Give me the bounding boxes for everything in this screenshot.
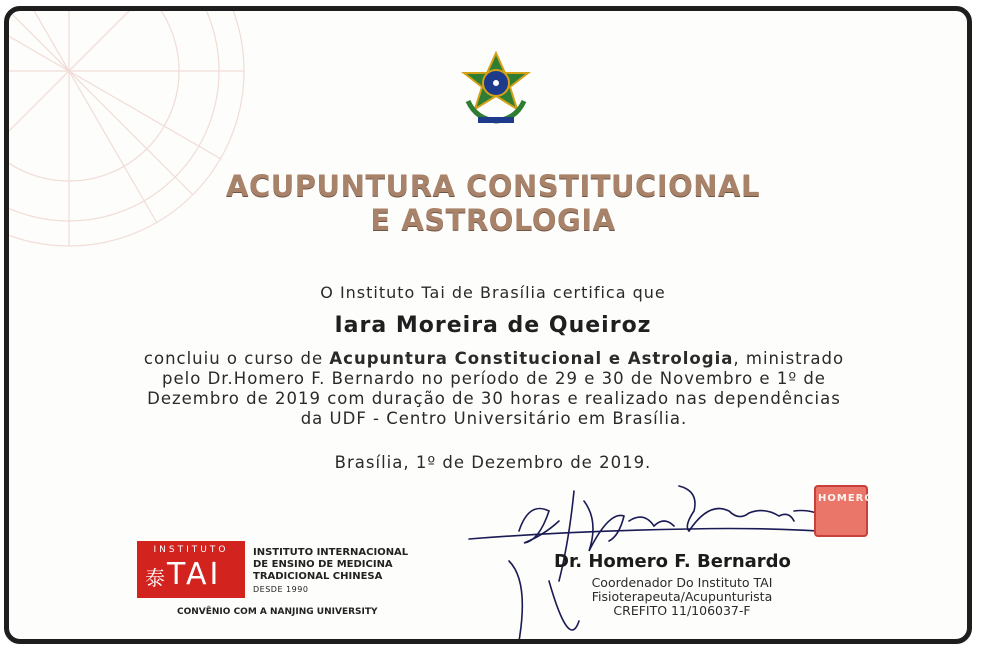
body-line-1 [69,349,919,369]
signer-role-1: Coordenador Do Instituto TAI [591,575,773,590]
institute-name-line1: INSTITUTO INTERNACIONAL [253,547,409,558]
signer-registration: CREFITO 11/106037-F [613,603,751,618]
signer-name: Dr. Homero F. Bernardo [554,551,791,572]
certificate-title-line2: E ASTROLOGIA [370,203,616,237]
signer-role-2: Fisioterapeuta/Acupunturista [591,589,773,604]
body-line-2: pelo Dr.Homero F. Bernardo no período de 29 e 30 de Novembro e 1º de [162,369,826,388]
logo-tai-word: TAI [167,557,222,592]
recipient-name: Iara Moreira de Queiroz [334,313,652,338]
institute-name-line3: TRADICIONAL CHINESA [253,571,383,582]
seal-text: HOMERO [818,493,874,504]
institute-name-line2: DE ENSINO DE MEDICINA [253,559,393,570]
institute-logo [137,541,245,598]
logo-chinese-glyph: 泰 [145,566,165,590]
institute-agreement: CONVÊNIO COM A NANJING UNIVERSITY [177,607,378,617]
certificate-card [4,6,972,644]
red-seal-stamp [814,485,874,537]
body-line1-suffix: , ministrado [733,349,845,368]
place-and-date: Brasília, 1º de Dezembro de 2019. [334,453,652,472]
body-line-4: da UDF - Centro Universitário em Brasília. [300,409,688,428]
brazil-coat-of-arms-icon [456,51,536,131]
certificate-body [69,349,919,429]
body-prefix: concluiu o curso de [143,349,330,368]
certificate-title-line1: ACUPUNTURA CONSTITUCIONAL [226,169,760,203]
institute-full-name [253,547,408,583]
body-line-3: Dezembro de 2019 com duração de 30 horas e realizado nas dependências [147,389,841,408]
course-name: Acupuntura Constitucional e Astrologia [329,349,734,368]
certification-statement: O Instituto Tai de Brasília certifica que [320,283,666,302]
logo-institute-word: INSTITUTO [153,545,229,555]
institute-since: DESDE 1990 [253,585,309,594]
